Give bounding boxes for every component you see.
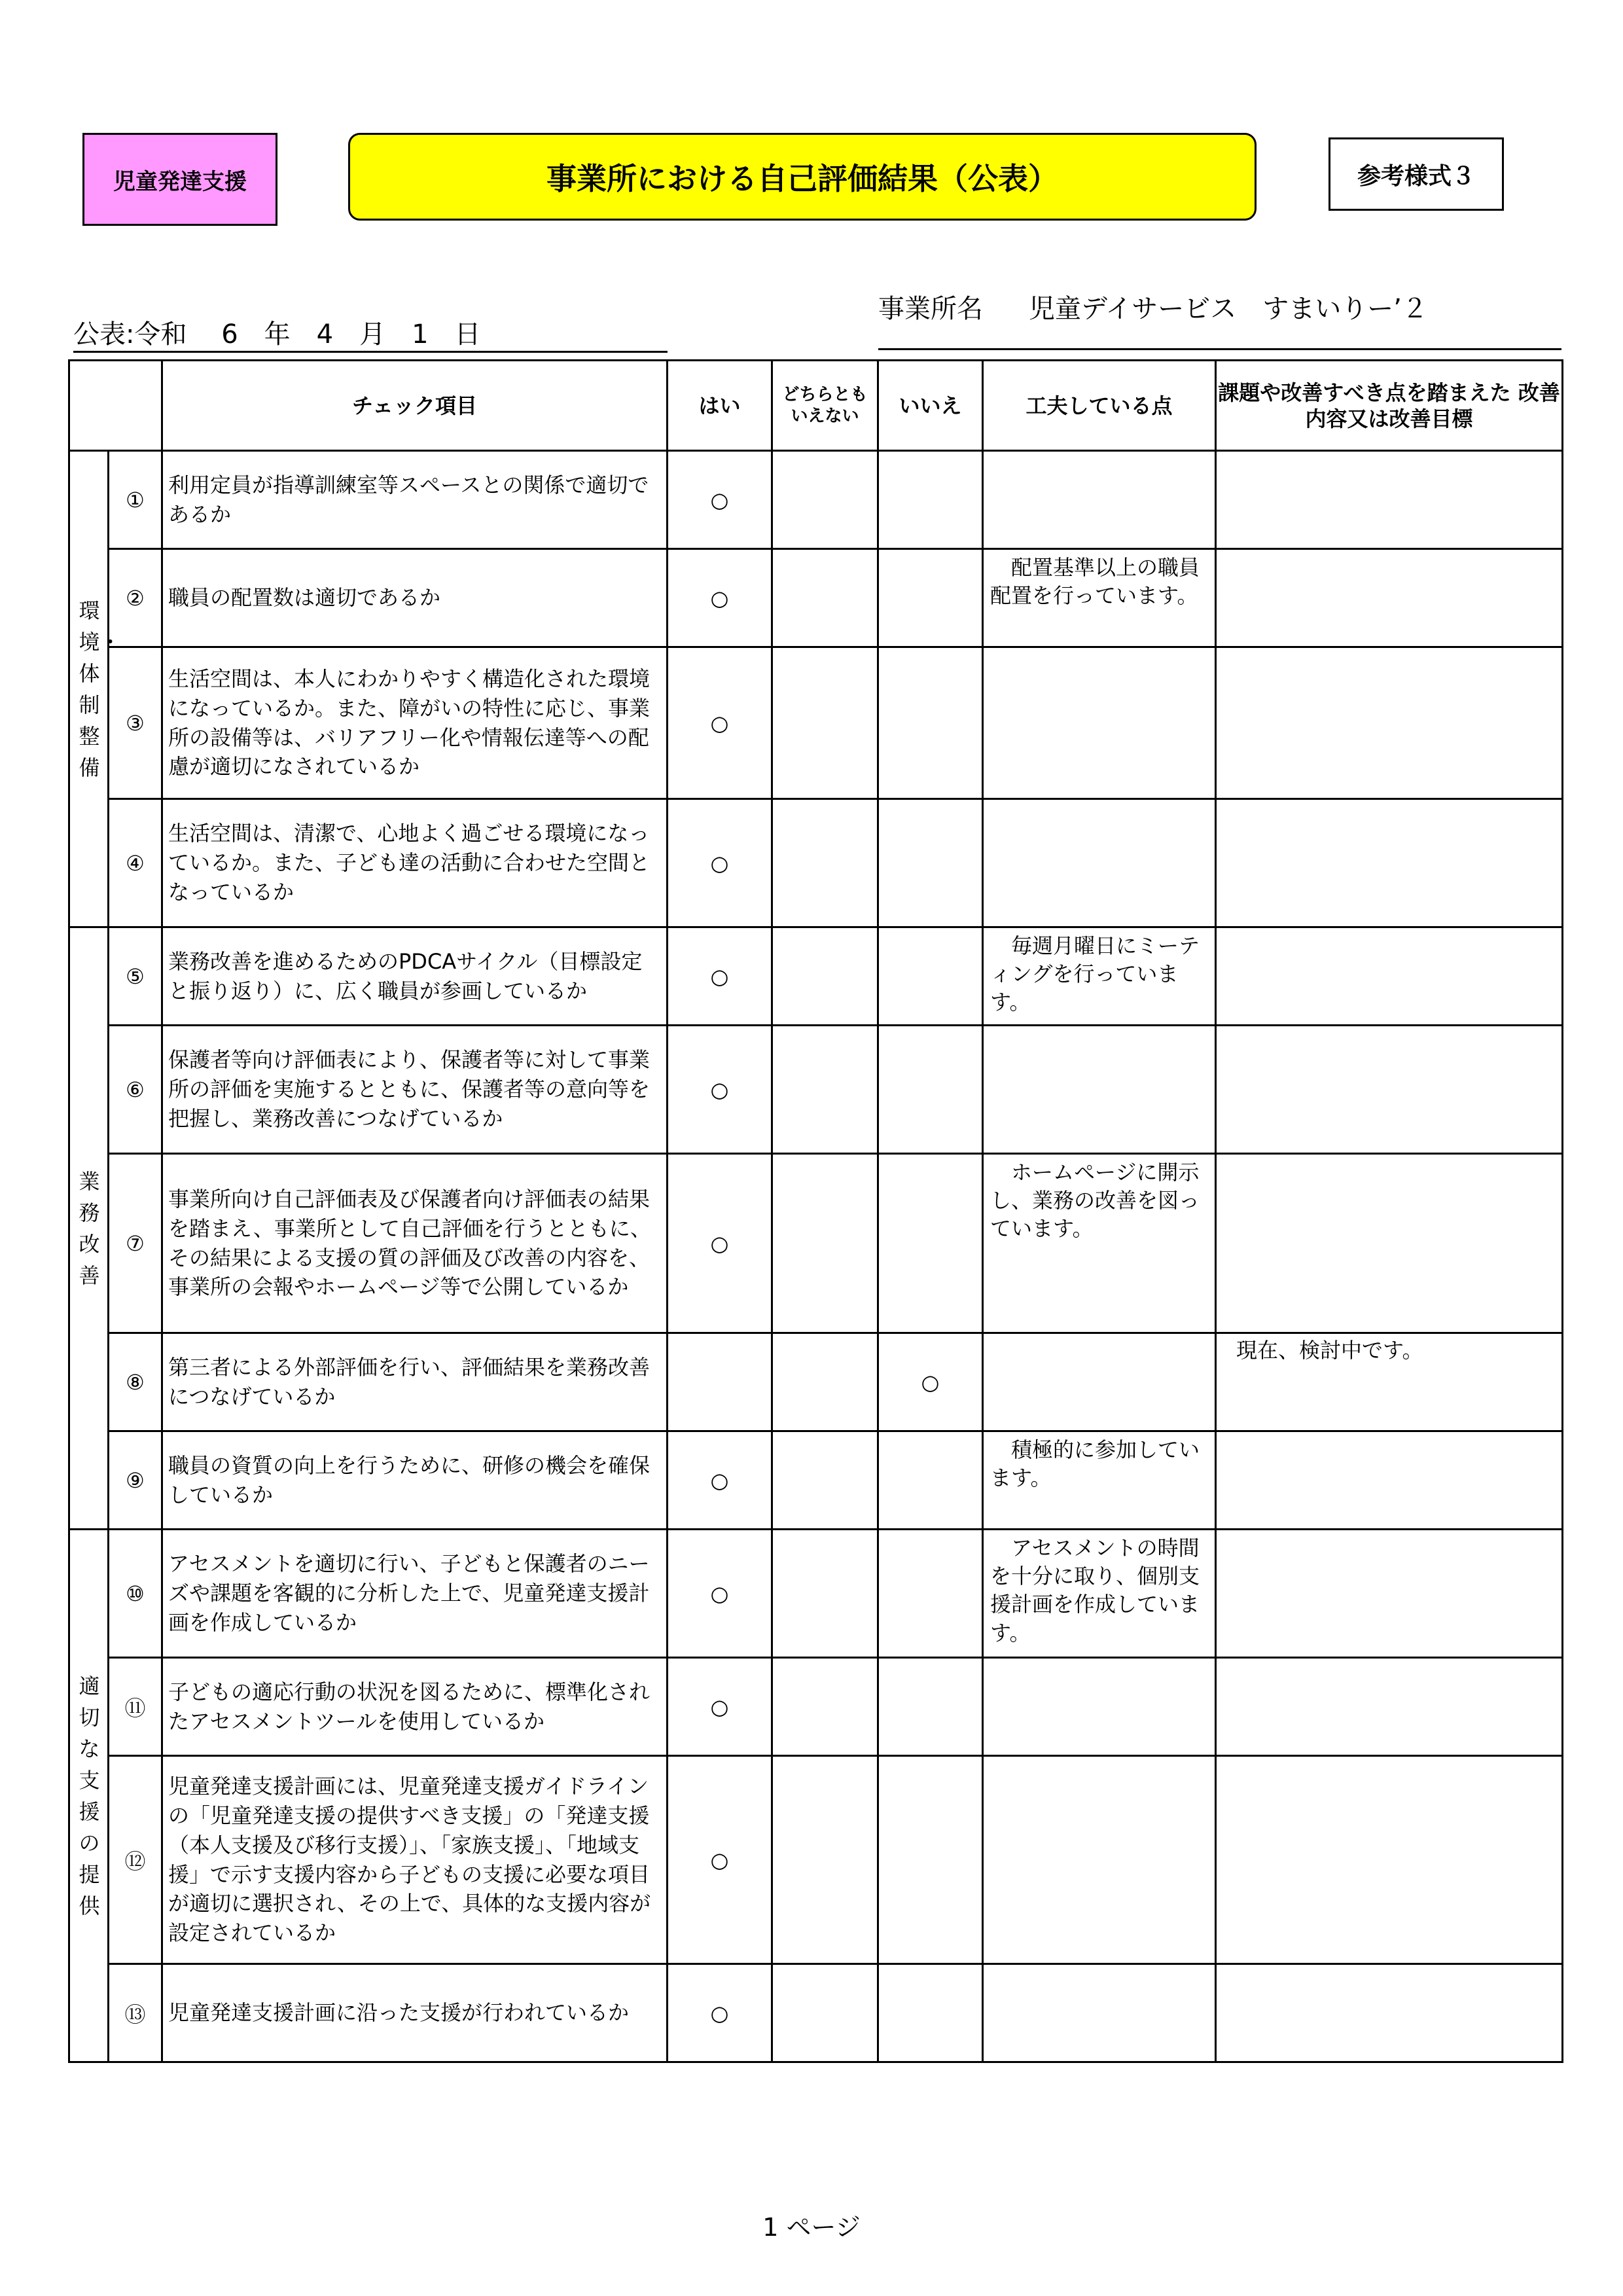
answer-no-cell[interactable] <box>878 1756 983 1964</box>
table-row <box>69 1333 1563 1431</box>
answer-yes-cell[interactable] <box>668 549 772 647</box>
answer-no-cell[interactable] <box>878 1026 983 1154</box>
check-item-text: 子どもの適応行動の状況を図るために、標準化されたアセスメントツールを使用しているか <box>162 1658 668 1756</box>
efforts-cell <box>983 1964 1216 2062</box>
header-blank <box>69 361 162 451</box>
answer-no-cell[interactable] <box>878 1530 983 1658</box>
circle-mark-icon: ○ <box>710 1467 729 1493</box>
efforts-cell: 毎週月曜日にミーティングを行っています。 <box>983 927 1216 1026</box>
table-row <box>69 549 1563 647</box>
row-number: ⑫ <box>109 1756 162 1964</box>
section-label-text: 業務改善 <box>79 1168 100 1288</box>
table-row <box>69 1530 1563 1658</box>
answer-no-cell[interactable] <box>878 1431 983 1530</box>
header-row <box>69 361 1563 451</box>
answer-neither-cell[interactable] <box>772 1026 878 1154</box>
circle-mark-icon: ○ <box>710 1230 729 1256</box>
answer-no-cell[interactable] <box>878 549 983 647</box>
issues-cell <box>1216 1530 1563 1658</box>
table-row <box>69 1964 1563 2062</box>
answer-neither-cell[interactable] <box>772 1658 878 1756</box>
table-row <box>69 1756 1563 1964</box>
efforts-cell <box>983 799 1216 927</box>
answer-neither-cell[interactable] <box>772 1154 878 1333</box>
header-yes: はい <box>668 361 772 451</box>
table-row <box>69 451 1563 549</box>
table-row <box>69 647 1563 799</box>
circle-mark-icon: ○ <box>710 850 729 876</box>
check-item-text: 生活空間は、本人にわかりやすく構造化された環境になっているか。また、障がいの特性に応じ、事業所の設備等は、バリアフリー化や情報伝達等への配慮が適切になされているか <box>162 647 668 799</box>
check-item-text: アセスメントを適切に行い、子どもと保護者のニーズや課題を客観的に分析した上で、児童発達支援計画を作成しているか <box>162 1530 668 1658</box>
answer-yes-cell[interactable] <box>668 451 772 549</box>
answer-neither-cell[interactable] <box>772 1333 878 1431</box>
row-number: ⑨ <box>109 1431 162 1530</box>
row-number: ① <box>109 451 162 549</box>
office-name-line <box>878 288 1561 350</box>
efforts-cell <box>983 1026 1216 1154</box>
answer-yes-cell[interactable] <box>668 1964 772 2062</box>
issues-cell <box>1216 927 1563 1026</box>
issues-cell <box>1216 451 1563 549</box>
answer-yes-cell[interactable] <box>668 1431 772 1530</box>
row-number: ⑩ <box>109 1530 162 1658</box>
circle-mark-icon: ○ <box>921 1369 940 1395</box>
circle-mark-icon: ○ <box>710 710 729 736</box>
circle-mark-icon: ○ <box>710 1694 729 1719</box>
table-row <box>69 799 1563 927</box>
section-label <box>69 927 109 1530</box>
circle-mark-icon: ○ <box>710 1847 729 1873</box>
check-item-text: 児童発達支援計画には、児童発達支援ガイドラインの「児童発達支援の提供すべき支援」の「発達支援（本人支援及び移行支援）」、「家族支援」、「地域支援」で示す支援内容から子どもの支援に必要な項目が適切に選択され、その上で、具体的な支援内容が設定されているか <box>162 1756 668 1964</box>
check-item-text: 生活空間は、清潔で、心地よく過ごせる環境になっているか。また、子ども達の活動に合わせた空間となっているか <box>162 799 668 927</box>
issues-cell <box>1216 1431 1563 1530</box>
answer-no-cell[interactable] <box>878 1333 983 1431</box>
row-number: ③ <box>109 647 162 799</box>
circle-mark-icon: ○ <box>710 963 729 989</box>
page-number: 1 ページ <box>762 2213 861 2242</box>
efforts-cell <box>983 1333 1216 1431</box>
answer-yes-cell[interactable] <box>668 1026 772 1154</box>
row-number: ② <box>109 549 162 647</box>
answer-neither-cell[interactable] <box>772 927 878 1026</box>
answer-neither-cell[interactable] <box>772 451 878 549</box>
answer-neither-cell[interactable] <box>772 1530 878 1658</box>
issues-cell <box>1216 647 1563 799</box>
answer-yes-cell[interactable] <box>668 1658 772 1756</box>
row-number: ⑦ <box>109 1154 162 1333</box>
answer-neither-cell[interactable] <box>772 1756 878 1964</box>
answer-no-cell[interactable] <box>878 647 983 799</box>
table-row <box>69 1026 1563 1154</box>
answer-neither-cell[interactable] <box>772 647 878 799</box>
answer-neither-cell[interactable] <box>772 1431 878 1530</box>
efforts-cell <box>983 451 1216 549</box>
issues-cell <box>1216 1964 1563 2062</box>
header-neither: どちらとも いえない <box>772 361 878 451</box>
answer-neither-cell[interactable] <box>772 549 878 647</box>
table-row <box>69 927 1563 1026</box>
section-label <box>69 1530 109 2062</box>
check-item-text: 利用定員が指導訓練室等スペースとの関係で適切であるか <box>162 451 668 549</box>
issues-cell <box>1216 549 1563 647</box>
form-reference: 参考様式３ <box>1329 137 1504 211</box>
answer-no-cell[interactable] <box>878 799 983 927</box>
answer-neither-cell[interactable] <box>772 799 878 927</box>
row-number: ⑪ <box>109 1658 162 1756</box>
efforts-cell <box>983 1658 1216 1756</box>
efforts-cell: 配置基準以上の職員配置を行っています。 <box>983 549 1216 647</box>
answer-no-cell[interactable] <box>878 927 983 1026</box>
answer-no-cell[interactable] <box>878 1154 983 1333</box>
table-row <box>69 1658 1563 1756</box>
efforts-cell <box>983 1756 1216 1964</box>
circle-mark-icon: ○ <box>710 487 729 512</box>
answer-yes-cell[interactable] <box>668 1530 772 1658</box>
answer-no-cell[interactable] <box>878 451 983 549</box>
answer-yes-cell[interactable] <box>668 1333 772 1431</box>
section-label-text: 適切な支援の提供 <box>79 1673 100 1918</box>
header-efforts: 工夫している点 <box>983 361 1216 451</box>
issues-cell <box>1216 1026 1563 1154</box>
answer-yes-cell[interactable] <box>668 927 772 1026</box>
efforts-cell: アセスメントの時間を十分に取り、個別支援計画を作成しています。 <box>983 1530 1216 1658</box>
office-label: 事業所名 <box>878 294 983 324</box>
answer-no-cell[interactable] <box>878 1964 983 2062</box>
circle-mark-icon: ○ <box>710 1581 729 1606</box>
efforts-cell: ホームページに開示し、業務の改善を図っています。 <box>983 1154 1216 1333</box>
check-item-text: 児童発達支援計画に沿った支援が行われているか <box>162 1964 668 2062</box>
row-number: ⑧ <box>109 1333 162 1431</box>
efforts-cell: 積極的に参加しています。 <box>983 1431 1216 1530</box>
office-name: 児童デイサービス すまいりー’２ <box>1029 294 1428 324</box>
efforts-cell <box>983 647 1216 799</box>
category-badge: 児童発達支援 <box>82 133 277 226</box>
issues-cell <box>1216 1658 1563 1756</box>
header-no: いいえ <box>878 361 983 451</box>
circle-mark-icon: ○ <box>710 2000 729 2026</box>
row-number: ⑬ <box>109 1964 162 2062</box>
checklist-table <box>68 359 1563 2063</box>
check-item-text: 職員の資質の向上を行うために、研修の機会を確保しているか <box>162 1431 668 1530</box>
table-row <box>69 1154 1563 1333</box>
circle-mark-icon: ○ <box>710 585 729 611</box>
answer-no-cell[interactable] <box>878 1658 983 1756</box>
check-item-text: 職員の配置数は適切であるか <box>162 549 668 647</box>
table-row <box>69 1431 1563 1530</box>
issues-cell <box>1216 799 1563 927</box>
issues-cell <box>1216 1756 1563 1964</box>
section-label <box>69 451 121 927</box>
header-item: チェック項目 <box>162 361 668 451</box>
publication-date: 公表:令和 6 年 4 月 1 日 <box>73 313 668 353</box>
answer-yes-cell[interactable] <box>668 799 772 927</box>
check-item-text: 保護者等向け評価表により、保護者等に対して事業所の評価を実施するとともに、保護者等の意向等を把握し、業務改善につなげているか <box>162 1026 668 1154</box>
document-title: 事業所における自己評価結果（公表） <box>348 133 1257 221</box>
section-label-text: 環境・体制整備 <box>79 598 121 780</box>
answer-neither-cell[interactable] <box>772 1964 878 2062</box>
circle-mark-icon: ○ <box>710 1077 729 1102</box>
header-issues: 課題や改善すべき点を踏まえた 改善内容又は改善目標 <box>1216 361 1563 451</box>
check-item-text: 第三者による外部評価を行い、評価結果を業務改善につなげているか <box>162 1333 668 1431</box>
row-number: ⑤ <box>109 927 162 1026</box>
answer-yes-cell[interactable] <box>668 1154 772 1333</box>
answer-yes-cell[interactable] <box>668 1756 772 1964</box>
row-number: ④ <box>109 799 162 927</box>
answer-yes-cell[interactable] <box>668 647 772 799</box>
check-item-text: 業務改善を進めるためのPDCAサイクル（目標設定と振り返り）に、広く職員が参画しているか <box>162 927 668 1026</box>
issues-cell <box>1216 1154 1563 1333</box>
issues-cell: 現在、検討中です。 <box>1216 1333 1563 1431</box>
row-number: ⑥ <box>109 1026 162 1154</box>
check-item-text: 事業所向け自己評価表及び保護者向け評価表の結果を踏まえ、事業所として自己評価を行うとともに、その結果による支援の質の評価及び改善の内容を、事業所の会報やホームページ等で公開しているか <box>162 1154 668 1333</box>
